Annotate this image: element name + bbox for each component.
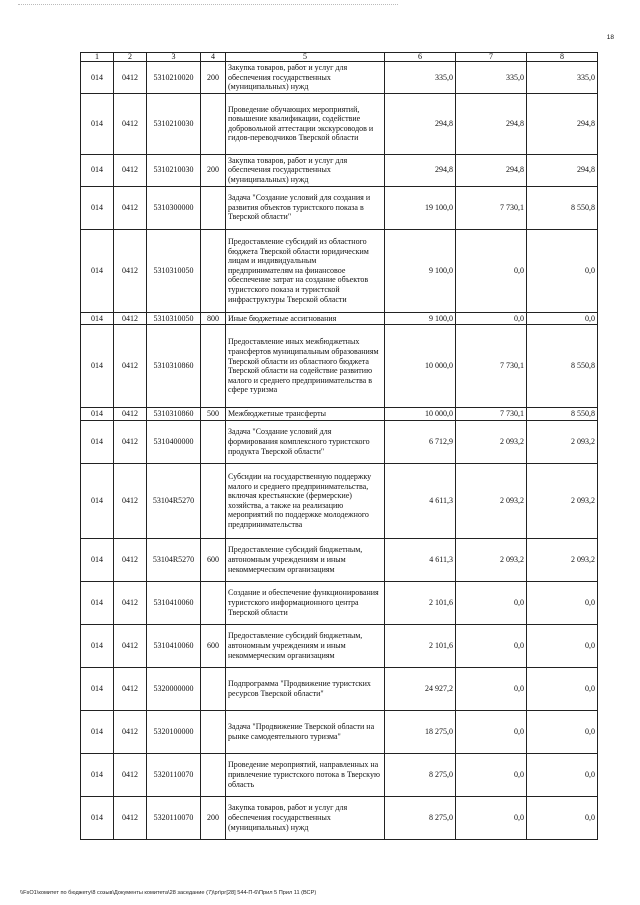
- section-code-cell: 0412: [114, 420, 147, 463]
- amount-year1-cell: 2 101,6: [385, 624, 456, 667]
- table-row: [81, 710, 598, 753]
- description-cell: Иные бюджетные ассигнования: [226, 312, 385, 325]
- amount-year2-cell: 0,0: [456, 667, 527, 710]
- admin-code-cell: 014: [81, 325, 114, 408]
- table-row: [81, 538, 598, 581]
- section-code-cell: 0412: [114, 186, 147, 229]
- description-cell: Закупка товаров, работ и услуг для обеспечения государственных (муниципальных) нужд: [226, 62, 385, 94]
- page-number: 18: [606, 34, 614, 41]
- amount-year3-cell: 0,0: [527, 710, 598, 753]
- table-row: [81, 154, 598, 186]
- description-cell: Задача "Создание условий для формирования комплексного туристского продукта Тверской области": [226, 420, 385, 463]
- amount-year2-cell: 0,0: [456, 581, 527, 624]
- target-article-cell: 5320110070: [147, 753, 201, 796]
- amount-year1-cell: 4 611,3: [385, 463, 456, 538]
- expense-type-cell: 200: [201, 796, 226, 839]
- amount-year3-cell: 2 093,2: [527, 538, 598, 581]
- expense-type-cell: 600: [201, 538, 226, 581]
- section-code-cell: 0412: [114, 312, 147, 325]
- amount-year2-cell: 7 730,1: [456, 186, 527, 229]
- amount-year2-cell: 2 093,2: [456, 538, 527, 581]
- column-header: 4: [201, 53, 226, 62]
- target-article-cell: 5310310860: [147, 325, 201, 408]
- description-cell: Предоставление иных межбюджетных трансфертов муниципальным образованиям Тверской области из областного бюджета Тверской области на содействие развитию малого и среднего предпринимательства в сфере туризма: [226, 325, 385, 408]
- expense-type-cell: 200: [201, 62, 226, 94]
- description-cell: Субсидии на государственную поддержку малого и среднего предпринимательства, включая крестьянские (фермерские) хозяйства, а также на реализацию мероприятий по поддержке молодежного предпринимательства: [226, 463, 385, 538]
- amount-year1-cell: 294,8: [385, 154, 456, 186]
- amount-year2-cell: 0,0: [456, 753, 527, 796]
- amount-year2-cell: 294,8: [456, 154, 527, 186]
- amount-year1-cell: 18 275,0: [385, 710, 456, 753]
- description-cell: Предоставление субсидий из областного бюджета Тверской области юридическим лицам и индивидуальным предпринимателям на финансовое обеспечение затрат на создание объектов туристского показа и туристской инфраструктуры Тверской области: [226, 229, 385, 312]
- column-header: 5: [226, 53, 385, 62]
- scan-artifact-line: [18, 4, 398, 8]
- expense-type-cell: [201, 420, 226, 463]
- amount-year2-cell: 0,0: [456, 796, 527, 839]
- amount-year1-cell: 10 000,0: [385, 325, 456, 408]
- amount-year3-cell: 0,0: [527, 229, 598, 312]
- amount-year1-cell: 2 101,6: [385, 581, 456, 624]
- description-cell: Проведение обучающих мероприятий, повышение квалификации, содействие добровольной аттестации экскурсоводов и гидов-переводчиков Тверской области: [226, 93, 385, 154]
- admin-code-cell: 014: [81, 538, 114, 581]
- section-code-cell: 0412: [114, 154, 147, 186]
- target-article-cell: 53104R5270: [147, 463, 201, 538]
- section-code-cell: 0412: [114, 710, 147, 753]
- admin-code-cell: 014: [81, 667, 114, 710]
- amount-year3-cell: 0,0: [527, 796, 598, 839]
- target-article-cell: 5310210030: [147, 154, 201, 186]
- description-cell: Проведение мероприятий, направленных на привлечение туристского потока в Тверскую область: [226, 753, 385, 796]
- description-cell: Задача "Продвижение Тверской области на рынке самодеятельного туризма": [226, 710, 385, 753]
- admin-code-cell: 014: [81, 186, 114, 229]
- admin-code-cell: 014: [81, 312, 114, 325]
- column-header: 8: [527, 53, 598, 62]
- expense-type-cell: 800: [201, 312, 226, 325]
- amount-year3-cell: 335,0: [527, 62, 598, 94]
- expense-type-cell: [201, 325, 226, 408]
- amount-year1-cell: 24 927,2: [385, 667, 456, 710]
- amount-year3-cell: 294,8: [527, 93, 598, 154]
- amount-year2-cell: 2 093,2: [456, 463, 527, 538]
- target-article-cell: 5310300000: [147, 186, 201, 229]
- expense-type-cell: [201, 93, 226, 154]
- section-code-cell: 0412: [114, 463, 147, 538]
- amount-year2-cell: 7 730,1: [456, 408, 527, 421]
- admin-code-cell: 014: [81, 753, 114, 796]
- amount-year3-cell: 8 550,8: [527, 408, 598, 421]
- target-article-cell: 5310410060: [147, 624, 201, 667]
- amount-year1-cell: 335,0: [385, 62, 456, 94]
- expense-type-cell: [201, 463, 226, 538]
- admin-code-cell: 014: [81, 154, 114, 186]
- expense-type-cell: [201, 229, 226, 312]
- target-article-cell: 5310310860: [147, 408, 201, 421]
- amount-year1-cell: 19 100,0: [385, 186, 456, 229]
- admin-code-cell: 014: [81, 229, 114, 312]
- expense-type-cell: [201, 753, 226, 796]
- table-row: [81, 624, 598, 667]
- target-article-cell: 5320110070: [147, 796, 201, 839]
- target-article-cell: 53104R5270: [147, 538, 201, 581]
- table-row: [81, 796, 598, 839]
- amount-year1-cell: 6 712,9: [385, 420, 456, 463]
- amount-year2-cell: 0,0: [456, 229, 527, 312]
- target-article-cell: 5310310050: [147, 312, 201, 325]
- table-row: [81, 312, 598, 325]
- section-code-cell: 0412: [114, 667, 147, 710]
- table-row: [81, 463, 598, 538]
- amount-year3-cell: 2 093,2: [527, 463, 598, 538]
- table-row: [81, 420, 598, 463]
- column-header: 2: [114, 53, 147, 62]
- description-cell: Предоставление субсидий бюджетным, автономным учреждениям и иным некоммерческим организациям: [226, 538, 385, 581]
- expense-type-cell: [201, 667, 226, 710]
- amount-year2-cell: 2 093,2: [456, 420, 527, 463]
- file-path-footer: \\FsO1\комитет по бюджету\8 созыв\Документы комитета\28 заседание (7)\рг\рг[28] 544-П-6\Прил 5 Прил 11 (ВСР): [20, 890, 317, 896]
- amount-year2-cell: 0,0: [456, 312, 527, 325]
- table-row: [81, 753, 598, 796]
- section-code-cell: 0412: [114, 408, 147, 421]
- amount-year3-cell: 0,0: [527, 312, 598, 325]
- amount-year1-cell: 10 000,0: [385, 408, 456, 421]
- table-row: [81, 408, 598, 421]
- target-article-cell: 5310310050: [147, 229, 201, 312]
- section-code-cell: 0412: [114, 325, 147, 408]
- target-article-cell: 5310210030: [147, 93, 201, 154]
- description-cell: Подпрограмма "Продвижение туристских ресурсов Тверской области": [226, 667, 385, 710]
- table-row: [81, 186, 598, 229]
- section-code-cell: 0412: [114, 538, 147, 581]
- description-cell: Межбюджетные трансферты: [226, 408, 385, 421]
- description-cell: Закупка товаров, работ и услуг для обеспечения государственных (муниципальных) нужд: [226, 796, 385, 839]
- expense-type-cell: [201, 581, 226, 624]
- admin-code-cell: 014: [81, 420, 114, 463]
- section-code-cell: 0412: [114, 93, 147, 154]
- amount-year2-cell: 335,0: [456, 62, 527, 94]
- expense-type-cell: 200: [201, 154, 226, 186]
- admin-code-cell: 014: [81, 93, 114, 154]
- description-cell: Предоставление субсидий бюджетным, автономным учреждениям и иным некоммерческим организациям: [226, 624, 385, 667]
- column-header: 3: [147, 53, 201, 62]
- expense-type-cell: 600: [201, 624, 226, 667]
- admin-code-cell: 014: [81, 463, 114, 538]
- amount-year3-cell: 0,0: [527, 753, 598, 796]
- target-article-cell: 5320100000: [147, 710, 201, 753]
- admin-code-cell: 014: [81, 62, 114, 94]
- admin-code-cell: 014: [81, 710, 114, 753]
- amount-year3-cell: 8 550,8: [527, 325, 598, 408]
- table-row: [81, 229, 598, 312]
- section-code-cell: 0412: [114, 62, 147, 94]
- amount-year3-cell: 8 550,8: [527, 186, 598, 229]
- header-row: [81, 53, 598, 62]
- budget-table: [80, 52, 598, 840]
- section-code-cell: 0412: [114, 581, 147, 624]
- description-cell: Создание и обеспечение функционирования туристского информационного центра Тверской области: [226, 581, 385, 624]
- admin-code-cell: 014: [81, 581, 114, 624]
- amount-year1-cell: 4 611,3: [385, 538, 456, 581]
- target-article-cell: 5320000000: [147, 667, 201, 710]
- amount-year2-cell: 7 730,1: [456, 325, 527, 408]
- column-header: 6: [385, 53, 456, 62]
- amount-year3-cell: 2 093,2: [527, 420, 598, 463]
- amount-year2-cell: 0,0: [456, 624, 527, 667]
- expense-type-cell: 500: [201, 408, 226, 421]
- section-code-cell: 0412: [114, 796, 147, 839]
- section-code-cell: 0412: [114, 753, 147, 796]
- section-code-cell: 0412: [114, 624, 147, 667]
- admin-code-cell: 014: [81, 624, 114, 667]
- amount-year1-cell: 9 100,0: [385, 312, 456, 325]
- target-article-cell: 5310410060: [147, 581, 201, 624]
- expense-type-cell: [201, 186, 226, 229]
- table-row: [81, 93, 598, 154]
- admin-code-cell: 014: [81, 408, 114, 421]
- amount-year3-cell: 0,0: [527, 667, 598, 710]
- admin-code-cell: 014: [81, 796, 114, 839]
- target-article-cell: 5310210020: [147, 62, 201, 94]
- table-row: [81, 325, 598, 408]
- amount-year1-cell: 294,8: [385, 93, 456, 154]
- amount-year3-cell: 294,8: [527, 154, 598, 186]
- column-header: 1: [81, 53, 114, 62]
- column-header: 7: [456, 53, 527, 62]
- description-cell: Задача "Создание условий для создания и развития объектов туристского показа в Тверской области": [226, 186, 385, 229]
- section-code-cell: 0412: [114, 229, 147, 312]
- target-article-cell: 5310400000: [147, 420, 201, 463]
- amount-year1-cell: 8 275,0: [385, 796, 456, 839]
- table-row: [81, 581, 598, 624]
- amount-year2-cell: 0,0: [456, 710, 527, 753]
- amount-year3-cell: 0,0: [527, 581, 598, 624]
- amount-year2-cell: 294,8: [456, 93, 527, 154]
- expense-type-cell: [201, 710, 226, 753]
- amount-year1-cell: 9 100,0: [385, 229, 456, 312]
- table-row: [81, 667, 598, 710]
- description-cell: Закупка товаров, работ и услуг для обеспечения государственных (муниципальных) нужд: [226, 154, 385, 186]
- amount-year1-cell: 8 275,0: [385, 753, 456, 796]
- amount-year3-cell: 0,0: [527, 624, 598, 667]
- table-row: [81, 62, 598, 94]
